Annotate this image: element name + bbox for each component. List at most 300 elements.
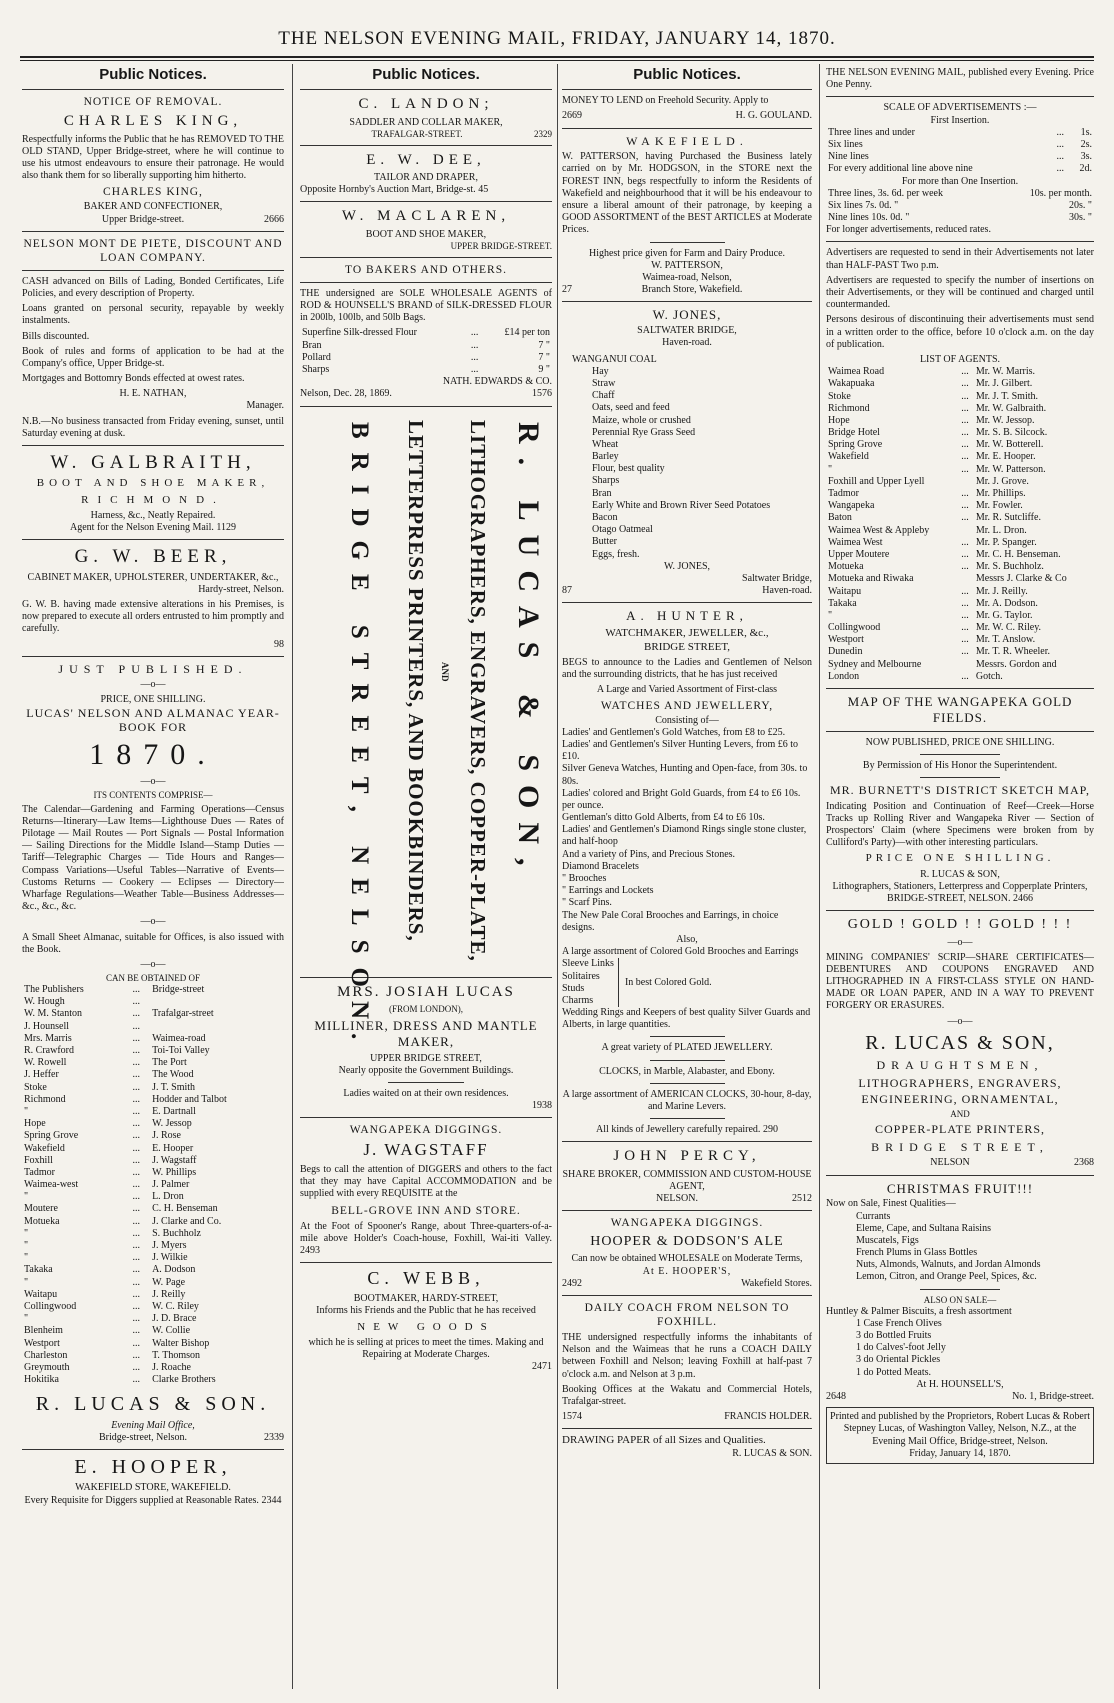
mrs-lucas-from: (FROM LONDON), xyxy=(389,1003,463,1014)
almanac-agent-row xyxy=(22,1191,284,1203)
xmas-huntley: Huntley & Palmer Biscuits, a fresh assortment xyxy=(826,1305,1012,1317)
almanac-agent-row-cell: ... xyxy=(132,1264,140,1276)
almanac-agent-row-cell: " xyxy=(24,1313,29,1325)
almanac-agent-row-cell: ... xyxy=(132,1093,140,1105)
divider xyxy=(300,257,552,258)
maclaren-trade: BOOT AND SHOE MAKER, xyxy=(365,228,487,240)
hunter-street: BRIDGE STREET, xyxy=(644,640,730,653)
divider xyxy=(22,231,284,232)
hunter-clocks: CLOCKS, in Marble, Alabaster, and Ebony. xyxy=(599,1065,775,1077)
agent-row-cell: ... xyxy=(961,488,969,499)
almanac-agent-row-cell: Waitapu xyxy=(24,1288,58,1300)
agent-row-cell: Waimea West & Appleby xyxy=(828,524,930,536)
almanac-agents-table xyxy=(22,984,284,1386)
divider xyxy=(300,1262,552,1263)
goods-item: Eggs, fresh. xyxy=(592,548,640,560)
mrs-lucas-name: MRS. JOSIAH LUCAS xyxy=(337,983,515,1000)
almanac-agent-row-cell: ... xyxy=(132,1069,140,1081)
longer-rates: For longer advertisements, reduced rates. xyxy=(826,224,991,236)
almanac-agent-row xyxy=(22,1045,284,1057)
agent-row-cell: Mr. W. Galbraith. xyxy=(975,402,1047,414)
agent-row-cell xyxy=(959,525,974,537)
agent-row-cell: Dunedin xyxy=(828,646,863,658)
almanac-agent-row-cell: Westport xyxy=(24,1337,60,1349)
almanac-agent-row xyxy=(22,1167,284,1179)
almanac-agent-row-cell: J. Palmer xyxy=(152,1179,190,1191)
ad-number: 2492 xyxy=(562,1277,582,1289)
hunter-plated: A great variety of PLATED JEWELLERY. xyxy=(601,1042,773,1054)
patterson-addr: Waimea-road, Nelson, xyxy=(642,271,732,283)
divider xyxy=(562,301,812,302)
burnett-sig: R. LUCAS & SON, xyxy=(920,868,1000,880)
beer-body: G. W. B. having made extensive alterations in his Premises, is now prepared to execute all orders entrusted to him promptly and carefully. xyxy=(22,598,284,635)
agent-row-cell: ... xyxy=(961,646,969,658)
agent-row xyxy=(826,561,1094,573)
almanac-agent-row xyxy=(22,984,284,996)
agent-row-cell: Mr. G. Taylor. xyxy=(975,609,1033,621)
agent-row xyxy=(826,586,1094,598)
column-1 xyxy=(22,64,284,1689)
jones-sig: W. JONES, xyxy=(663,560,711,572)
almanac-agent-row-cell: Charleston xyxy=(24,1349,68,1361)
money-body: MONEY TO LEND on Freehold Security. Apply to xyxy=(562,95,769,107)
hunter-american: A large assortment of AMERICAN CLOCKS, 30-hour, 8-day, and Marine Levers. xyxy=(562,1088,812,1113)
scale-row xyxy=(826,200,1094,212)
hunter-colored: A large assortment of Colored Gold Brooches and Earrings xyxy=(562,946,799,958)
agent-row-cell: Mr. E. Hooper. xyxy=(975,451,1036,463)
ad-number: 45 xyxy=(478,184,489,196)
almanac-agent-row-cell: L. Dron xyxy=(152,1191,184,1203)
draughts-street: BRIDGE STREET, xyxy=(871,1139,1049,1154)
agent-row-cell: ... xyxy=(961,670,969,682)
divider xyxy=(300,145,552,146)
king-name: CHARLES KING, xyxy=(63,113,243,130)
vertical-ad-line1: LITHOGRAPHERS, ENGRAVERS, COPPER-PLATE, xyxy=(466,419,490,962)
landon-trade: SADDLER AND COLLAR MAKER, xyxy=(349,116,503,128)
agent-row xyxy=(826,610,1094,622)
masthead: THE NELSON EVENING MAIL, FRIDAY, JANUARY 14, 1870. xyxy=(278,28,836,49)
king-trade: BAKER AND CONFECTIONER, xyxy=(83,201,223,213)
almanac-agent-row-cell: Spring Grove xyxy=(24,1130,79,1142)
almanac-agent-row xyxy=(22,1057,284,1069)
scale-row-cell: For every additional line above nine xyxy=(828,163,973,175)
almanac-title: LUCAS' NELSON AND ALMANAC YEAR-BOOK FOR xyxy=(26,705,280,735)
almanac-agent-row-cell xyxy=(150,1021,284,1033)
agent-row xyxy=(826,427,1094,439)
xmas-item: Muscatels, Figs xyxy=(856,1234,919,1246)
agent-row xyxy=(826,646,1094,658)
hunter-consisting: Consisting of— xyxy=(655,714,719,726)
ad-number: 2466 xyxy=(1012,893,1033,905)
almanac-agent-row-cell: ... xyxy=(132,1130,140,1142)
agent-row-cell: Motueka and Riwaka xyxy=(828,573,914,585)
hunter-body: BEGS to announce to the Ladies and Gentlemen of Nelson and the surrounding districts, that he has just received xyxy=(562,657,812,681)
almanac-agent-row-cell: Takaka xyxy=(24,1264,53,1276)
agent-row-cell: Waimea Road xyxy=(828,366,885,378)
almanac-agent-row-cell: ... xyxy=(132,1349,140,1361)
beer-addr: Hardy-street, Nelson. xyxy=(198,583,284,595)
piete-sig: H. E. NATHAN, xyxy=(119,388,187,400)
almanac-price: PRICE, ONE SHILLING. xyxy=(100,693,206,705)
flour-price-row-cell: £14 per ton xyxy=(504,327,550,339)
draughts-name: R. LUCAS & SON, xyxy=(865,1031,1055,1054)
scale-row-cell: Nine lines xyxy=(828,151,869,163)
jones-sig-addr2: Haven-road. xyxy=(762,585,812,597)
hunter-also: Also, xyxy=(676,933,698,945)
agent-row-cell: ... xyxy=(961,500,969,512)
agent-row-cell: ... xyxy=(961,439,969,451)
almanac-agent-row-cell: Richmond xyxy=(24,1093,66,1105)
divider xyxy=(22,270,284,271)
divider xyxy=(826,910,1094,911)
divider xyxy=(920,754,1000,755)
divider xyxy=(300,1117,552,1118)
divider xyxy=(562,89,812,90)
flour-price-row-cell: Bran xyxy=(302,339,322,351)
almanac-agent-row xyxy=(22,1240,284,1252)
scale-row-cell: ... xyxy=(1056,138,1064,150)
webb-body2: which he is selling at prices to meet the times. Making and Repairing at Moderate Charges. xyxy=(308,1336,544,1361)
almanac-agent-row-cell: Moutere xyxy=(24,1203,58,1215)
column-3 xyxy=(562,64,812,1689)
almanac-agent-row xyxy=(22,1289,284,1301)
divider xyxy=(562,602,812,603)
almanac-agent-row xyxy=(22,1130,284,1142)
patterson-price: Highest price given for Farm and Dairy Produce. xyxy=(588,247,786,259)
scale-row-cell: ... xyxy=(1056,163,1064,175)
column-header: Public Notices. xyxy=(372,66,480,83)
hunter-item: Ladies' and Gentlemen's Diamond Rings single stone cluster, and half-hoop xyxy=(562,824,807,848)
burnett-trade: Lithographers, Stationers, Letterpress and Copperplate Printers, xyxy=(832,881,1088,893)
mrs-lucas-opp: Nearly opposite the Government Buildings. xyxy=(338,1064,514,1076)
scale-row xyxy=(826,151,1094,163)
ad-number: 87 xyxy=(562,585,572,597)
almanac-agent-row-cell: ... xyxy=(132,1020,140,1032)
piete-title: NELSON MONT DE PIETE, DISCOUNT AND LOAN COMPANY. xyxy=(23,237,283,264)
agent-row-cell: Baton xyxy=(828,512,852,524)
almanac-agent-row-cell: J. Hounsell xyxy=(24,1020,69,1032)
ad-number: 1576 xyxy=(532,388,552,400)
agent-row-cell: Wakapuaka xyxy=(828,378,875,390)
piete-role: Manager. xyxy=(246,400,284,412)
agent-row-cell: ... xyxy=(961,597,969,609)
almanac-agent-row xyxy=(22,1313,284,1325)
agent-row-cell: " xyxy=(828,609,833,621)
ad-number: 27 xyxy=(562,284,572,296)
landon-name: C. LANDON; xyxy=(358,96,494,113)
agent-row xyxy=(826,488,1094,500)
flour-price-row-cell: ... xyxy=(470,327,479,339)
mrs-lucas-addr: UPPER BRIDGE STREET, xyxy=(370,1052,482,1064)
almanac-agent-row-cell: J. Rose xyxy=(152,1130,181,1142)
flour-price-row-cell: 7 " xyxy=(538,339,550,351)
hunter-repaired: All kinds of Jewellery carefully repaired. xyxy=(596,1124,761,1136)
map-permission: By Permission of His Honor the Superintendent. xyxy=(862,759,1058,771)
divider xyxy=(300,406,552,407)
almanac-agent-row-cell: J. T. Smith xyxy=(152,1081,196,1093)
xmas-item: 1 Case French Olives xyxy=(856,1317,942,1329)
almanac-agent-row-cell: ... xyxy=(132,1325,140,1337)
almanac-agent-row-cell: Bridge-street xyxy=(152,984,205,996)
agent-row-cell: Hope xyxy=(828,414,850,426)
almanac-agent-row-cell: " xyxy=(24,1227,29,1239)
almanac-agent-row-cell: " xyxy=(24,1276,29,1288)
agent-row-cell: Waimea West xyxy=(828,536,883,548)
agent-row-cell: Bridge Hotel xyxy=(828,427,880,439)
divider xyxy=(22,539,284,540)
almanac-agent-row-cell: ... xyxy=(132,1276,140,1288)
scale-row-cell: 1s. xyxy=(1080,126,1092,138)
agent-row-cell: Mr. S. B. Silcock. xyxy=(975,427,1048,439)
divider xyxy=(300,282,552,283)
coach-title: DAILY COACH FROM NELSON TO FOXHILL. xyxy=(584,1301,790,1328)
drawing-body: DRAWING PAPER of all Sizes and Qualities. xyxy=(562,1434,766,1447)
almanac-agent-row-cell: W. Collie xyxy=(152,1325,191,1337)
agent-row-cell xyxy=(959,476,974,488)
agent-row-cell: ... xyxy=(961,402,969,414)
xmas-item: 1 do Potted Meats. xyxy=(856,1366,931,1378)
flour-price-row xyxy=(300,364,552,376)
almanac-agent-row-cell: Toi-Toi Valley xyxy=(152,1045,210,1057)
xmas-item: Currants xyxy=(856,1210,891,1222)
flour-price-row xyxy=(300,327,552,339)
almanac-agent-row-cell: J. Roache xyxy=(152,1361,191,1373)
goods-item: Butter xyxy=(592,536,617,548)
ad-number: 2648 xyxy=(826,1390,846,1402)
xmas-item: 3 do Oriental Pickles xyxy=(856,1354,941,1366)
almanac-agent-row-cell: ... xyxy=(132,1105,140,1117)
agent-row-cell: Mr. P. Spanger. xyxy=(975,536,1037,548)
patterson-sig: W. PATTERSON, xyxy=(651,259,723,271)
goods-item: Maize, whole or crushed xyxy=(592,414,691,426)
agent-row-cell: Collingwood xyxy=(828,622,881,634)
xmas-item: 3 do Bottled Fruits xyxy=(856,1330,932,1342)
burnett-body: Indicating Position and Continuation of Reef—Creek—Horse Tracks up Rolling River and Wangapeka River — Section of Prospectors' Claim (where Specimens were broken from by Culliford's Party)—with other interesting particulars. xyxy=(826,800,1094,849)
almanac-agent-row-cell xyxy=(150,996,284,1008)
goods-item: Oats, seed and feed xyxy=(592,402,670,414)
scale-row xyxy=(826,188,1094,200)
agent-row xyxy=(826,439,1094,451)
jones-trade: SALTWATER BRIDGE, xyxy=(637,325,737,337)
flour-price-row-cell: 9 " xyxy=(538,364,550,376)
agent-row-cell: Mr. W. Patterson. xyxy=(975,463,1046,475)
agent-row xyxy=(826,659,1094,671)
hooper-store: WAKEFIELD STORE, WAKEFIELD. xyxy=(75,1482,231,1494)
agent-row-cell: Motueka xyxy=(828,561,864,573)
ad-number: 1574 xyxy=(562,1411,582,1423)
divider xyxy=(562,1428,812,1429)
more-than: For more than One Insertion. xyxy=(901,175,1019,187)
agent-row xyxy=(826,549,1094,561)
scale-row-cell: ... xyxy=(1056,126,1064,138)
agent-row-cell: Spring Grove xyxy=(828,439,883,451)
divider xyxy=(300,89,552,90)
galbraith-harness: Harness, &c., Neatly Repaired. xyxy=(90,510,216,522)
ad-number: 1938 xyxy=(532,1100,552,1112)
almanac-agent-row xyxy=(22,1155,284,1167)
galbraith-name: W. GALBRAITH, xyxy=(50,452,256,474)
divider xyxy=(920,777,1000,778)
adv-note-2: Advertisers are requested to specify the number of insertions on their Advertisements, or they will be continued and charged until countermanded. xyxy=(826,274,1094,311)
galbraith-agent: Agent for the Nelson Evening Mail. xyxy=(70,522,214,534)
patterson-body: W. PATTERSON, having Purchased the Business lately carried on by Mr. HODGSON, in the STORE next the FOREST INN, begs respectfully to inform the Residents of Wakefield and neighbourhood that it will be his endeavour to ensure a liberal amount of their patronage, by keeping a GOOD ASSORTMENT of the BEST ARTICLES at Moderate Prices. xyxy=(562,151,812,236)
divider xyxy=(388,1082,464,1083)
flour-price-row-cell: ... xyxy=(470,364,479,376)
draughts-title: DRAUGHTSMEN, xyxy=(876,1058,1044,1073)
ad-number: 2329 xyxy=(534,128,552,139)
divider xyxy=(826,1175,1094,1176)
almanac-agent-row-cell: ... xyxy=(132,1300,140,1312)
separator: —o— xyxy=(140,916,166,928)
webb-trade: BOOTMAKER, HARDY-STREET, xyxy=(353,1293,499,1305)
divider xyxy=(826,731,1094,732)
goods-item: Bacon xyxy=(592,512,618,524)
almanac-agent-row-cell: ... xyxy=(132,1057,140,1069)
lucas-sig: R. LUCAS & SON. xyxy=(35,1393,271,1416)
almanac-agent-row-cell: " xyxy=(24,1191,29,1203)
piete-p1: CASH advanced on Bills of Lading, Bonded Certificates, Life Policies, and every description of Property. xyxy=(22,275,284,299)
hunter-name: A. HUNTER, xyxy=(626,608,748,624)
hooper-at: At E. HOOPER'S, xyxy=(642,1265,732,1277)
agent-row-cell: ... xyxy=(961,427,969,439)
bakers-date: Nelson, Dec. 28, 1869. xyxy=(300,388,392,400)
almanac-agent-row-cell: Clarke Brothers xyxy=(152,1374,216,1386)
almanac-agent-row-cell: Waimea-road xyxy=(152,1032,206,1044)
column-divider xyxy=(819,64,820,1689)
hunter-item: " Brooches xyxy=(562,873,607,885)
divider xyxy=(562,1210,812,1211)
almanac-agent-row-cell: C. H. Benseman xyxy=(152,1203,218,1215)
almanac-agent-row-cell: The Wood xyxy=(152,1069,194,1081)
goods-item: Flour, best quality xyxy=(592,463,665,475)
almanac-agent-row-cell: ... xyxy=(132,1154,140,1166)
goods-item: Otago Oatmeal xyxy=(592,524,653,536)
galbraith-town: RICHMOND. xyxy=(81,493,225,506)
first-insertion: First Insertion. xyxy=(930,114,990,126)
mrs-lucas-trade: MILLINER, DRESS AND MANTLE MAKER, xyxy=(314,1017,538,1049)
goods-item: Barley xyxy=(592,451,619,463)
almanac-agent-row-cell: Hope xyxy=(24,1118,46,1130)
almanac-agent-row-cell: A. Dodson xyxy=(152,1264,196,1276)
agent-row-cell: Messrs J. Clarke & Co xyxy=(975,573,1067,585)
separator: —o— xyxy=(947,936,973,948)
brace-item: Sleeve Links xyxy=(562,958,614,970)
agent-row-cell xyxy=(959,659,974,671)
brace-item: Charms xyxy=(562,994,594,1006)
agent-row xyxy=(826,537,1094,549)
divider xyxy=(562,128,812,129)
agent-row-cell: Foxhill and Upper Lyell xyxy=(828,475,925,487)
divider xyxy=(650,242,725,243)
xmas-items-2 xyxy=(826,1318,1094,1379)
almanac-agent-row xyxy=(22,1228,284,1240)
hunter-assort: A Large and Varied Assortment of First-class xyxy=(596,684,778,696)
wagstaff-name: J. WAGSTAFF xyxy=(363,1140,489,1160)
ad-number: 98 xyxy=(274,638,284,650)
wakefield-title: WAKEFIELD. xyxy=(626,133,748,148)
almanac-agent-row-cell: T. Thomson xyxy=(152,1349,201,1361)
almanac-agent-row-cell: J. Myers xyxy=(152,1240,187,1252)
webb-goods: NEW GOODS xyxy=(357,1320,495,1333)
hunter-item: " Earrings and Lockets xyxy=(562,885,654,897)
agent-row-cell: ... xyxy=(961,378,969,390)
almanac-agent-row-cell: ... xyxy=(132,1118,140,1130)
hunter-brace-group xyxy=(562,958,812,1007)
agent-row-cell: Mr. J. Reilly. xyxy=(975,585,1028,597)
draughts-town: NELSON xyxy=(930,1157,970,1169)
divider xyxy=(650,1060,725,1061)
almanac-agent-row xyxy=(22,1325,284,1337)
hunter-item: Diamond Bracelets xyxy=(562,860,639,872)
ad-number: 2512 xyxy=(792,1193,812,1205)
almanac-agent-row-cell: ... xyxy=(132,1252,140,1264)
xmas-now: Now on Sale, Finest Qualities— xyxy=(826,1198,956,1210)
xmas-title: CHRISTMAS FRUIT!!! xyxy=(886,1180,1034,1196)
agent-row-cell: Mr. Fowler. xyxy=(975,500,1023,512)
agent-row-cell: ... xyxy=(961,390,969,402)
percy-trade: SHARE BROKER, COMMISSION AND CUSTOM-HOUSE AGENT, xyxy=(562,1168,812,1192)
divider xyxy=(826,688,1094,689)
agent-row-cell: Mr. W. Marris. xyxy=(975,366,1036,378)
almanac-agent-row-cell: R. Crawford xyxy=(24,1045,74,1057)
hunter-item: Ladies' colored and Bright Gold Guards, from £4 to £6 10s. per ounce. xyxy=(562,787,801,811)
draughts-and: AND xyxy=(950,1109,970,1120)
almanac-agent-row-cell: ... xyxy=(132,1240,140,1252)
almanac-agent-row-cell: W. C. Riley xyxy=(152,1300,199,1312)
money-sig: H. G. GOULAND. xyxy=(735,110,812,122)
separator: —o— xyxy=(140,679,166,691)
scale-row-cell: ... xyxy=(1056,151,1064,163)
agent-row xyxy=(826,573,1094,585)
gold-line: GOLD ! GOLD ! ! GOLD ! ! ! xyxy=(847,917,1073,933)
agent-row-cell: ... xyxy=(961,366,969,378)
removal-title: NOTICE OF REMOVAL. xyxy=(83,96,223,109)
almanac-agent-row xyxy=(22,1069,284,1081)
agent-row xyxy=(826,366,1094,378)
agent-row xyxy=(826,671,1094,683)
almanac-agent-row-cell: Tadmor xyxy=(24,1166,55,1178)
drawing-sig: R. LUCAS & SON. xyxy=(732,1447,812,1459)
divider xyxy=(300,977,552,978)
wagstaff-inn: BELL-GROVE INN AND STORE. xyxy=(331,1204,521,1217)
almanac-agent-row-cell: " xyxy=(24,1252,29,1264)
agent-row xyxy=(826,525,1094,537)
almanac-agent-row xyxy=(22,1143,284,1155)
column-divider xyxy=(292,64,293,1689)
adv-note-1: Advertisers are requested to send in their Advertisements not later than HALF-PAST Two p.m. xyxy=(826,247,1094,271)
almanac-agent-row-cell: ... xyxy=(132,1008,140,1020)
webb-body1: Informs his Friends and the Public that he has received xyxy=(316,1305,536,1317)
almanac-agent-row-cell: ... xyxy=(132,1191,140,1203)
imprint-date: Friday, January 14, 1870. xyxy=(909,1447,1011,1459)
agent-row-cell: Richmond xyxy=(828,402,870,414)
bakers-sig: NATH. EDWARDS & CO. xyxy=(442,376,552,388)
almanac-agent-row-cell: ... xyxy=(132,1045,140,1057)
almanac-agent-row-cell: J. Reilly xyxy=(152,1288,186,1300)
almanac-agent-row-cell: Greymouth xyxy=(24,1361,70,1373)
flour-price-row-cell: ... xyxy=(470,351,479,363)
vertical-ad-line3: BRIDGE STREET, NELSON. xyxy=(346,421,373,1053)
agent-row-cell: ... xyxy=(961,451,969,463)
almanac-agent-row xyxy=(22,1362,284,1374)
almanac-year: 1870. xyxy=(89,737,217,771)
column-divider xyxy=(557,64,558,1689)
ad-number: 2493 xyxy=(300,1245,320,1257)
almanac-agent-row-cell: Walter Bishop xyxy=(152,1337,210,1349)
hunter-item: Silver Geneva Watches, Hunting and Open-face, from 30s. to 80s. xyxy=(562,763,808,787)
almanac-agent-row-cell: Hokitika xyxy=(24,1374,59,1386)
masthead-rule xyxy=(20,56,1094,61)
